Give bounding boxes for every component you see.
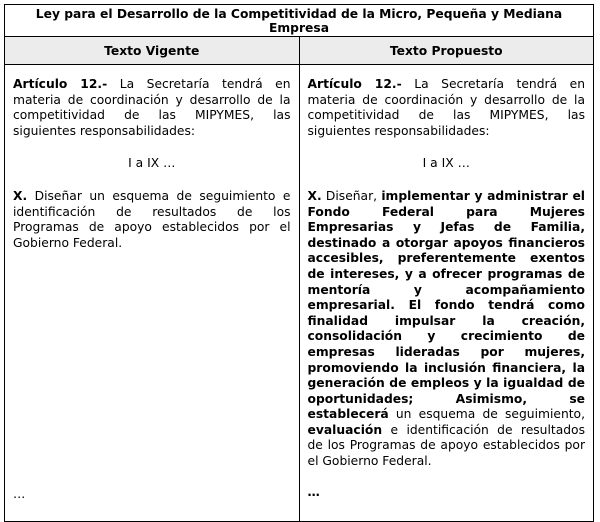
- propuesto-fraction-x: [308, 189, 586, 470]
- propuesto-text-cell: [299, 65, 594, 522]
- column-header-propuesto: Texto Propuesto: [299, 37, 594, 65]
- vigente-ellipsis: …: [13, 487, 26, 502]
- propuesto-article-intro: [308, 77, 586, 139]
- vigente-fraction-x-label: X.: [13, 188, 28, 203]
- propuesto-article-number: Artículo 12.-: [307, 77, 402, 91]
- vigente-fraction-range: I a IX …: [128, 156, 176, 171]
- propuesto-fraction-x-text-2: un esquema de seguimiento,: [388, 407, 585, 422]
- propuesto-fraction-x-text-1: Diseñar,: [321, 188, 382, 203]
- vigente-text-cell: [5, 65, 300, 522]
- vigente-fraction-x-text: Diseñar un esquema de seguimiento e identificación de resultados de los Programas de apoyo establecidos por el Gobierno Federal.: [13, 188, 291, 250]
- column-header-vigente: Texto Vigente: [5, 37, 300, 65]
- propuesto-article-text: La Secretaría tendrá en materia de coordinación y desarrollo de la competitividad de las MIPYMES, las siguientes responsabilidades:: [307, 77, 585, 138]
- vigente-article-intro: [13, 77, 291, 139]
- propuesto-ellipsis: …: [307, 484, 320, 499]
- comparison-table: [4, 4, 594, 522]
- propuesto-fraction-x-added-evaluacion: evaluación: [307, 422, 383, 437]
- law-title: Ley para el Desarrollo de la Competitividad de la Micro, Pequeña y Mediana Empresa: [5, 5, 594, 37]
- propuesto-fraction-x-text-3: e identificación de resultados de los Programas de apoyo establecidos por el Gobierno Federal.: [307, 422, 585, 469]
- vigente-article-text: La Secretaría tendrá en materia de coordinación y desarrollo de la competitividad de las MIPYMES, las siguientes responsabilidades:: [13, 77, 291, 138]
- propuesto-fraction-x-added-text: implementar y administrar el Fondo Federal para Mujeres Empresarias y Jefas de Familia, destinado a otorgar apoyos financieros accesibles, preferentemente exentos de intereses, y a ofrecer programas de mentoría y acompañamiento empresarial. El fondo tendrá como finalidad impulsar la creación, consolidación y crecimiento de empresas lideradas por mujeres, promoviendo la inclusión financiera, la generación de empleos y la igualdad de oportunidades; Asimismo, se establecerá: [307, 188, 586, 422]
- vigente-article-number: Artículo 12.-: [13, 77, 108, 91]
- propuesto-fraction-range: I a IX …: [422, 156, 470, 171]
- comparison-document: [4, 4, 594, 522]
- vigente-fraction-x: [13, 189, 291, 251]
- propuesto-fraction-x-label: X.: [307, 188, 322, 203]
